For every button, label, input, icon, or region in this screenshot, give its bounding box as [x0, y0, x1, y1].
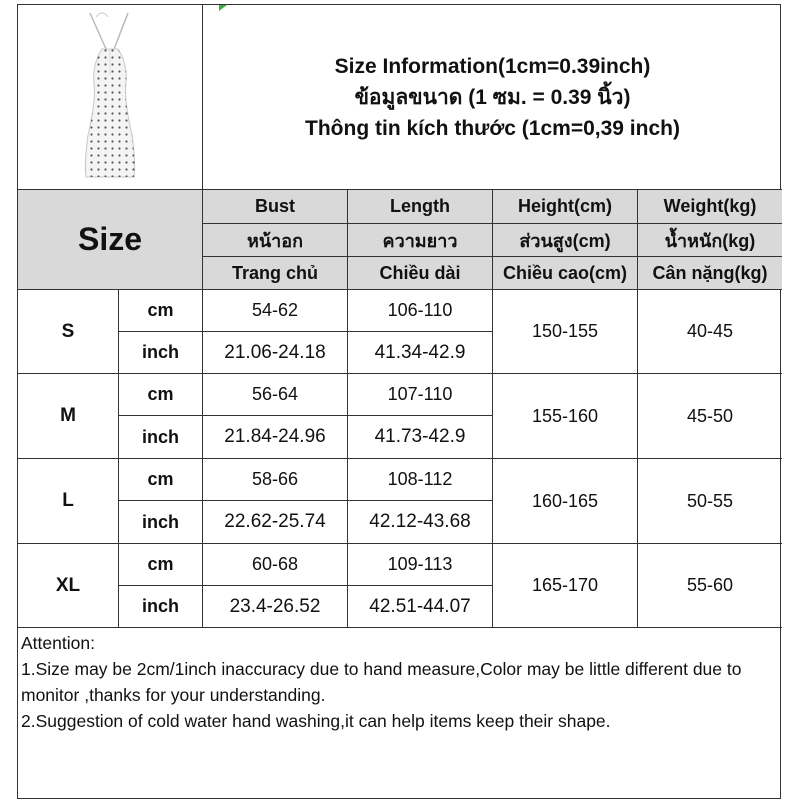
bust-inch-value: 21.84-24.96: [203, 416, 348, 459]
col-height-en: Height(cm): [493, 190, 638, 224]
length-cm-value: 109-113: [348, 544, 493, 586]
weight-value: 40-45: [638, 290, 782, 374]
size-label: XL: [18, 544, 119, 628]
bust-inch-value: 23.4-26.52: [203, 586, 348, 628]
length-cm-value: 106-110: [348, 290, 493, 332]
unit-label: cm: [119, 459, 203, 501]
attention-notes: [18, 628, 782, 800]
unit-label: inch: [119, 332, 203, 374]
length-inch-value: 42.51-44.07: [348, 586, 493, 628]
length-inch-value: 41.34-42.9: [348, 332, 493, 374]
height-value: 155-160: [493, 374, 638, 459]
size-label: S: [18, 290, 119, 374]
col-weight-vi: Cân nặng(kg): [638, 257, 782, 290]
bust-cm-value: 60-68: [203, 544, 348, 586]
col-length-en: Length: [348, 190, 493, 224]
weight-value: 45-50: [638, 374, 782, 459]
size-header: Size: [18, 190, 203, 290]
length-cm-value: 108-112: [348, 459, 493, 501]
unit-label: cm: [119, 374, 203, 416]
title-block: [203, 5, 782, 190]
weight-value: 50-55: [638, 459, 782, 544]
col-bust-vi: Trang chủ: [203, 257, 348, 290]
size-chart: [17, 4, 781, 799]
col-bust-en: Bust: [203, 190, 348, 224]
col-weight-en: Weight(kg): [638, 190, 782, 224]
size-label: M: [18, 374, 119, 459]
notes-heading: Attention:: [21, 633, 95, 653]
bust-inch-value: 22.62-25.74: [203, 501, 348, 544]
dress-image: [18, 5, 203, 190]
length-inch-value: 42.12-43.68: [348, 501, 493, 544]
weight-value: 55-60: [638, 544, 782, 628]
notes-line-2: 2.Suggestion of cold water hand washing,it can help items keep their shape.: [21, 711, 611, 731]
length-inch-value: 41.73-42.9: [348, 416, 493, 459]
title-vietnamese: Thông tin kích thước (1cm=0,39 inch): [305, 116, 680, 140]
height-value: 160-165: [493, 459, 638, 544]
length-cm-value: 107-110: [348, 374, 493, 416]
unit-label: cm: [119, 544, 203, 586]
bust-inch-value: 21.06-24.18: [203, 332, 348, 374]
bust-cm-value: 56-64: [203, 374, 348, 416]
unit-label: inch: [119, 501, 203, 544]
col-length-vi: Chiều dài: [348, 257, 493, 290]
title-thai: ข้อมูลขนาด (1 ซม. = 0.39 นิ้ว): [354, 85, 631, 109]
bust-cm-value: 54-62: [203, 290, 348, 332]
title-english: Size Information(1cm=0.39inch): [334, 54, 651, 78]
col-length-th: ความยาว: [348, 224, 493, 257]
unit-label: inch: [119, 586, 203, 628]
col-bust-th: หน้าอก: [203, 224, 348, 257]
unit-label: cm: [119, 290, 203, 332]
notes-line-1: 1.Size may be 2cm/1inch inaccuracy due to hand measure,Color may be little different due to monitor ,thanks for your understanding.: [21, 659, 742, 705]
height-value: 165-170: [493, 544, 638, 628]
product-photo: [18, 5, 203, 190]
height-value: 150-155: [493, 290, 638, 374]
col-height-th: ส่วนสูง(cm): [493, 224, 638, 257]
unit-label: inch: [119, 416, 203, 459]
size-label: L: [18, 459, 119, 544]
col-height-vi: Chiều cao(cm): [493, 257, 638, 290]
bust-cm-value: 58-66: [203, 459, 348, 501]
col-weight-th: น้ำหนัก(kg): [638, 224, 782, 257]
